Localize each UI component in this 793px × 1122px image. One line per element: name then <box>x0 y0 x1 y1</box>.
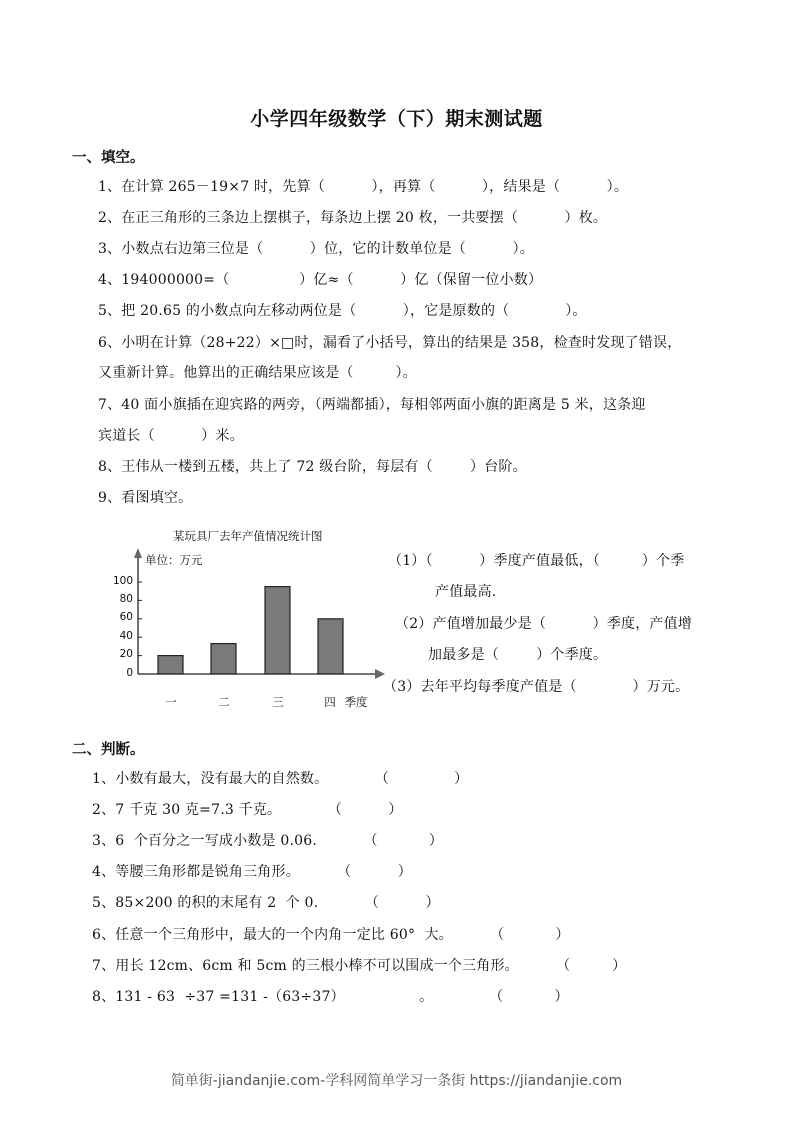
question-line: 9、看图填空。 <box>98 490 193 506</box>
q9-line: （3）去年平均每季度产值是（ ）万元。 <box>383 679 690 695</box>
judge-line: 5、85×200 的积的末尾有 2 个 0. （ ） <box>92 895 440 911</box>
y-tick: 40 <box>119 630 133 642</box>
question-line: 6、小明在计算（28+22）×□时，漏看了小括号，算出的结果是 358，检查时发现了错误， <box>98 335 682 351</box>
section-heading-true-false: 二、判断。 <box>72 742 145 758</box>
y-tick: 20 <box>119 648 133 660</box>
judge-line: 8、131 - 63 ÷37 =131 -（63÷37） 。 （ ） <box>92 989 569 1005</box>
q9-line: （2）产值增加最少是（ ）季度，产值增 <box>395 616 693 632</box>
x-category: 四 <box>324 695 336 709</box>
x-category: 一 <box>165 695 177 709</box>
question-line: 3、小数点右边第三位是（ ）位，它的计数单位是（ ）。 <box>98 241 534 257</box>
page-title: 小学四年级数学（下）期末测试题 <box>250 108 543 130</box>
question-line: 宾道长（ ）米。 <box>98 428 244 444</box>
y-tick: 0 <box>126 667 133 679</box>
bar-q2 <box>211 644 236 674</box>
chart-unit-label: 单位：万元 <box>145 553 203 567</box>
bar-chart <box>95 522 395 717</box>
y-axis-arrow-icon <box>134 548 142 558</box>
bar-q1 <box>158 656 183 674</box>
question-line: 7、40 面小旗插在迎宾路的两旁，（两端都插），每相邻两面小旗的距离是 5 米，这条迎 <box>98 397 646 413</box>
judge-line: 3、6 个百分之一写成小数是 0.06. （ ） <box>92 833 444 849</box>
judge-line: 4、等腰三角形都是锐角三角形。 （ ） <box>92 864 413 880</box>
question-line: 5、把 20.65 的小数点向左移动两位是（ ），它是原数的（ ）。 <box>98 303 587 319</box>
x-category: 三 <box>272 695 284 709</box>
footer-watermark: 简单街-jiandanjie.com-学科网简单学习一条街 https://jiandanjie.com <box>170 1073 623 1089</box>
section-heading-fill-blank: 一、填空。 <box>72 150 145 166</box>
bar-q4 <box>318 619 343 674</box>
chart-axes <box>95 522 395 717</box>
q9-line: 产值最高. <box>435 584 497 600</box>
judge-line: 1、小数有最大，没有最大的自然数。 （ ） <box>92 771 469 787</box>
y-tick: 60 <box>119 611 133 623</box>
x-category: 二 <box>218 695 230 709</box>
q9-line: （1）（ ）季度产值最低，（ ）个季 <box>388 553 685 569</box>
judge-line: 2、7 千克 30 克=7.3 千克。 （ ） <box>92 802 403 818</box>
y-tick: 100 <box>112 575 133 587</box>
question-line: 2、在正三角形的三条边上摆棋子，每条边上摆 20 枚，一共要摆（ ）枚。 <box>98 210 608 226</box>
bar-q3 <box>265 587 290 674</box>
question-line: 4、194000000=（ ）亿≈（ ）亿（保留一位小数） <box>98 272 543 288</box>
q9-line: 加最多是（ ）个季度。 <box>428 647 608 663</box>
judge-line: 7、用长 12cm、6cm 和 5cm 的三根小棒不可以围成一个三角形。 （ ） <box>92 958 627 974</box>
judge-line: 6、任意一个三角形中，最大的一个内角一定比 60° 大。 （ ） <box>92 927 570 943</box>
question-line: 又重新计算。他算出的正确结果应该是（ ）。 <box>98 365 417 381</box>
chart-title: 某玩具厂去年产值情况统计图 <box>173 529 323 543</box>
y-tick: 80 <box>119 593 133 605</box>
question-line: 1、在计算 265－19×7 时，先算（ ），再算（ ），结果是（ ）。 <box>98 179 629 195</box>
x-axis-label: 季度 <box>344 695 368 709</box>
question-line: 8、王伟从一楼到五楼，共上了 72 级台阶，每层有（ ）台阶。 <box>98 459 527 475</box>
